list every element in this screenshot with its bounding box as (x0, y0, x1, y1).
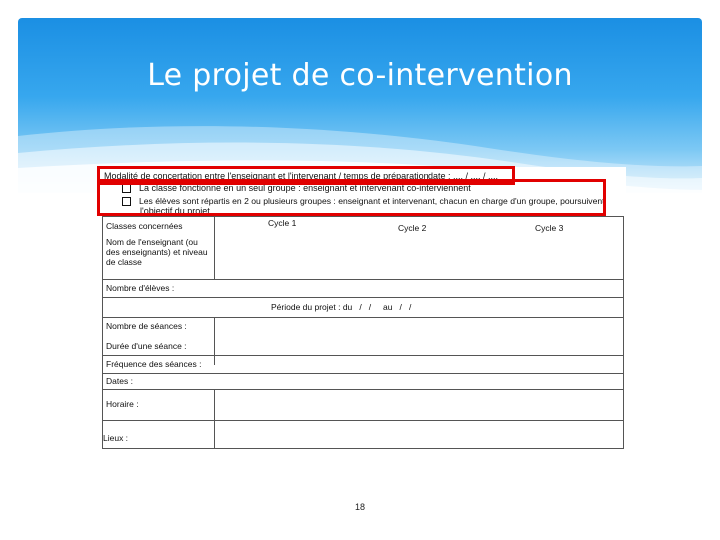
row-divider (103, 355, 623, 356)
num-students-label: Nombre d'élèves : (106, 283, 175, 293)
option-single-group: La classe fonctionne en un seul groupe : enseignant et intervenant co-interviennent (122, 183, 471, 193)
column-divider (214, 317, 215, 365)
num-sessions-label: Nombre de séances : (106, 321, 187, 331)
schedule-label: Horaire : (106, 399, 139, 409)
concertation-heading: Modalité de concertation entre l'enseignant et l'intervenant / temps de préparation (104, 171, 429, 181)
cycle-1-label: Cycle 1 (268, 218, 297, 228)
teacher-name-label: Nom de l'enseignant (ou des enseignants) et niveau de classe (106, 237, 208, 267)
option-multiple-groups: Les élèves sont répartis en 2 ou plusieurs groupes : enseignant et intervenant, chacun en charge d'un groupe, poursuivent (122, 196, 605, 206)
row-divider (103, 317, 623, 318)
column-divider (214, 217, 215, 279)
page-number: 18 (355, 502, 366, 512)
dates-label: Dates : (106, 376, 133, 386)
session-duration-label: Durée d'une séance : (106, 341, 187, 351)
project-period-label: Période du projet : du / / au / / (271, 302, 412, 312)
option-multiple-groups-cont: l'objectif du projet (140, 206, 210, 216)
cycle-2-label: Cycle 2 (398, 223, 427, 233)
highlight-box-options (97, 179, 606, 216)
cycle-3-label: Cycle 3 (535, 223, 564, 233)
row-divider (103, 373, 623, 374)
row-divider (103, 279, 623, 280)
places-label: Lieux : (103, 433, 129, 443)
row-divider (103, 297, 623, 298)
column-divider (214, 389, 215, 448)
slide-title: Le projet de co-intervention (147, 58, 573, 93)
project-form-table (102, 216, 624, 449)
classes-label: Classes concernées (106, 221, 183, 231)
row-divider (103, 420, 623, 421)
frequency-label: Fréquence des séances : (106, 359, 202, 369)
date-line: date : .... / .... / .... (428, 171, 499, 181)
row-divider (103, 389, 623, 390)
